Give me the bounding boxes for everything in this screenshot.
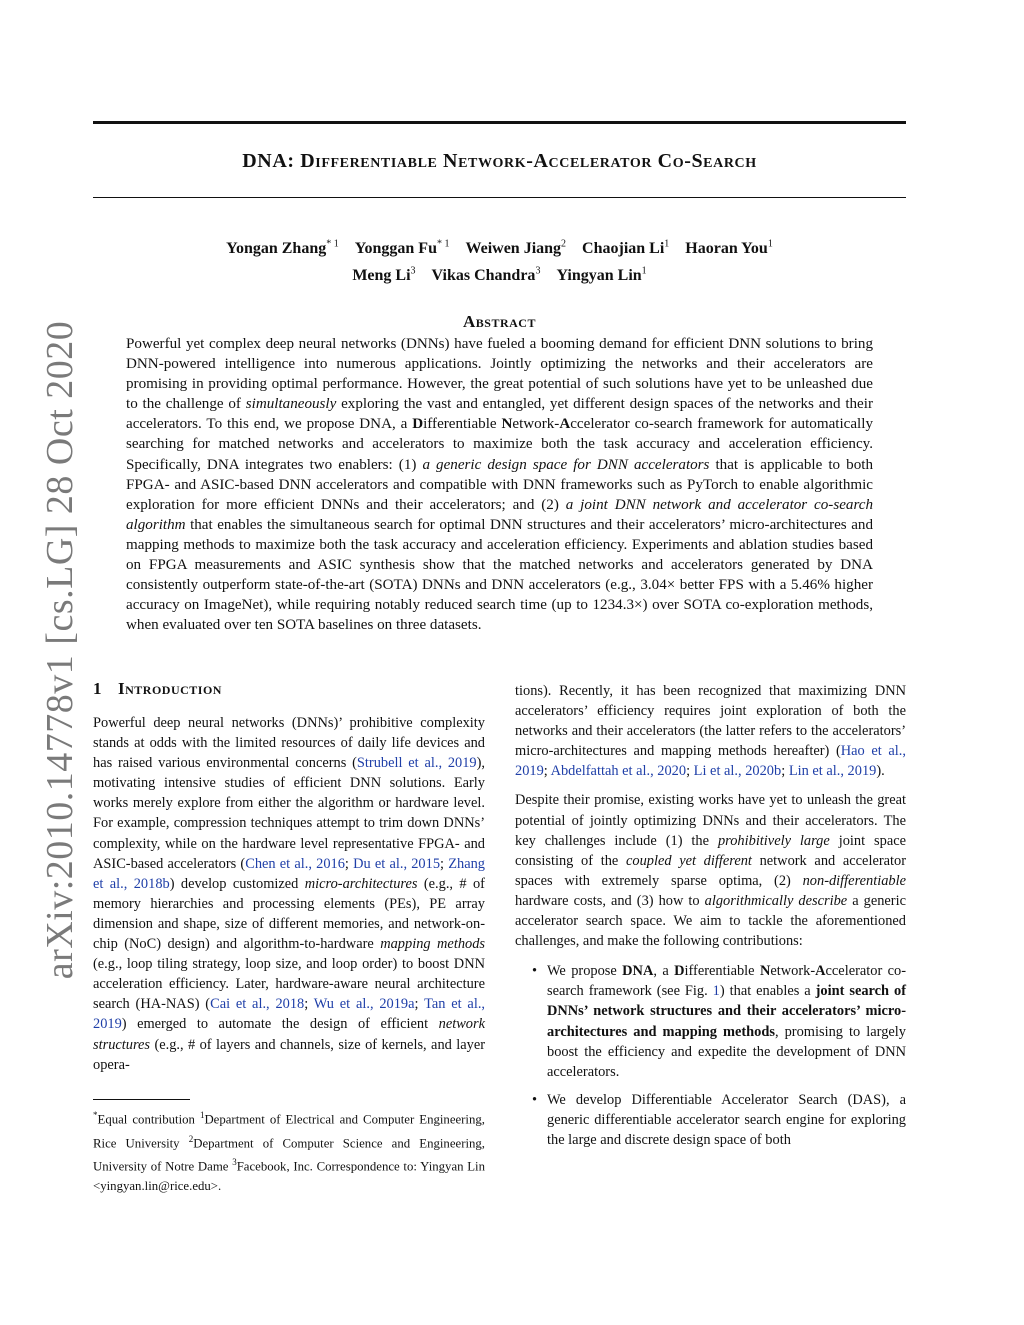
author: Yongan Zhang$^{* 1}$ <box>226 239 339 258</box>
section-heading-introduction: 1 Introduction <box>93 679 222 698</box>
citation-link[interactable]: Wu et al., 2019a <box>313 996 415 1013</box>
bullet: • <box>532 1091 538 1108</box>
contribution-list <box>515 961 906 1150</box>
citation-link[interactable]: Du et al., 2015 <box>353 855 441 872</box>
intro-paragraph: tions). Recently, it has been recognized that maximizing DNN accelerators’ efficiency requires joint exploration of both the networks and their accelerators (the latter refers to the accelerators’ micro-architectures and mapping methods hereafter) (Hao et al., 2019; Abdelfattah et al., 2020; Li et al., 2020b; Lin et al., 2019). <box>515 683 906 780</box>
citation-link[interactable]: Abdelfattah et al., 2020 <box>550 763 687 780</box>
paper-title: DNA: Differentiable Network-Accelerator Co-Search <box>242 150 757 172</box>
citation-link[interactable]: Tan et al., 2019 <box>93 996 486 1033</box>
contribution-item: • We develop Differentiable Accelerator Search (DAS), a generic differentiable accelerator search engine for exploring the large and discrete design space of both <box>532 1091 906 1148</box>
arxiv-identifier: arXiv:2010.14778v1 [cs.LG] 28 Oct 2020 <box>39 320 81 980</box>
abstract-heading: Abstract <box>463 312 536 331</box>
author: Yonggan Fu$^{* 1}$ <box>354 239 450 258</box>
contribution-item: • We propose DNA, a Differentiable Network-Accelerator co-search framework (see Fig. 1) that enables a joint search of DNNs’ network structures and their accelerators’ micro-architectures and mapping methods, promising to largely boost the efficiency and expedite the development of DNN accelerators. <box>532 963 907 1080</box>
citation-link[interactable]: Hao et al., 2019 <box>515 743 906 780</box>
author: Weiwen Jiang$^2$ <box>465 239 567 258</box>
citation-link[interactable]: Zhang et al., 2018b <box>93 855 485 892</box>
abstract-body: Powerful yet complex deep neural networks (DNNs) have fueled a booming demand for efficient DNN solutions to bring DNN-powered intelligence into numerous applications. Jointly optimizing the networks and their accelerators are promising in providing optimal performance. However, the great potential of such solutions have yet to be unleashed due to the challenge of simultaneously exploring the vast and entangled, yet different design spaces of the networks and their accelerators. To this end, we propose DNA, a Differentiable Network-Accelerator co-search framework for automatically searching for matched networks and accelerators to maximize both the task accuracy and acceleration efficiency. Specifically, DNA integrates two enablers: (1) a generic design space for DNN accelerators that is applicable to both FPGA- and ASIC-based DNN accelerators and compatible with DNN frameworks such as PyTorch to enable algorithmic exploration for more efficient DNNs and their accelerators; and (2) a joint DNN network and accelerator co-search algorithm that enables the simultaneous search for optimal DNN structures and their accelerators’ micro-architectures and mapping methods to maximize both the task accuracy and acceleration efficiency. Experiments and ablation studies based on FPGA measurements and ASIC synthesis show that the matched networks and accelerators generated by DNA consistently outperform state-of-the-art (SOTA) DNNs and DNN accelerators (e.g., 3.04× better FPS with a 5.46% higher accuracy on ImageNet), while requiring notably reduced search time (up to 1234.3×) over SOTA co-exploration methods, when evaluated over ten SOTA baselines on three datasets. <box>126 336 873 634</box>
citation-link[interactable]: Cai et al., 2018 <box>210 996 305 1013</box>
author-list <box>93 234 906 287</box>
figure-link[interactable]: 1 <box>712 983 720 1000</box>
intro-right-column <box>515 681 906 1158</box>
author: Yingyan Lin$^1$ <box>556 265 647 284</box>
citation-link[interactable]: Strubell et al., 2019 <box>356 755 477 772</box>
intro-paragraph: Despite their promise, existing works have yet to unleash the great potential of jointly optimizing DNNs and their accelerators. The key challenges include (1) the prohibitively large joint space consisting of the coupled yet different network and accelerator spaces with extremely sparse optima, (2) non-differentiable hardware costs, and (3) how to algorithmically describe a generic accelerator search space. We aim to tackle the aforementioned challenges, and make the following contributions: <box>515 792 906 950</box>
author: Haoran You$^1$ <box>685 239 773 258</box>
intro-left-column <box>93 713 485 1075</box>
title-top-rule <box>93 121 906 124</box>
footnote-rule <box>93 1099 190 1100</box>
author: Meng Li$^3$ <box>352 265 416 284</box>
citation-link[interactable]: Lin et al., 2019 <box>788 763 877 780</box>
author: Chaojian Li$^1$ <box>582 239 670 258</box>
title-bottom-rule <box>93 197 906 198</box>
intro-paragraph: Powerful deep neural networks (DNNs)’ prohibitive complexity stands at odds with the limited resources of daily life devices and has raised various environmental concerns (Strubell et al., 2019), motivating intensive studies of efficient DNN solutions. Early works merely explore from either the algorithm or hardware level. For example, compression techniques attempt to trim down DNNs’ complexity, while on the hardware level representative FPGA- and ASIC-based accelerators (Chen et al., 2016; Du et al., 2015; Zhang et al., 2018b) develop customized micro-architectures (e.g., # of memory hierarchies and processing elements (PEs), PE array dimension and shape, size of different memories, and network-on-chip (NoC) design) and algorithm-to-hardware mapping methods (e.g., loop tiling strategy, loop size, and loop order) to boost DNN acceleration efficiency. Later, hardware-aware neural architecture search (HA-NAS) (Cai et al., 2018; Wu et al., 2019a; Tan et al., 2019) emerged to automate the design of efficient network structures (e.g., # of layers and channels, size of kernels, and layer opera- <box>93 715 486 1073</box>
bullet: • <box>532 963 538 980</box>
citation-link[interactable]: Chen et al., 2016 <box>245 855 345 872</box>
citation-link[interactable]: Li et al., 2020b <box>693 763 782 780</box>
footnote: *Equal contribution $^1$Department of Electrical and Computer Engineering, Rice University $^2$Department of Computer Science and Engineering, University of Notre Dame $^3$Facebook, Inc. Correspondence to: Yingyan Lin <yingyan.lin@rice.edu>. <box>93 1110 486 1193</box>
author: Vikas Chandra$^3$ <box>431 265 541 284</box>
